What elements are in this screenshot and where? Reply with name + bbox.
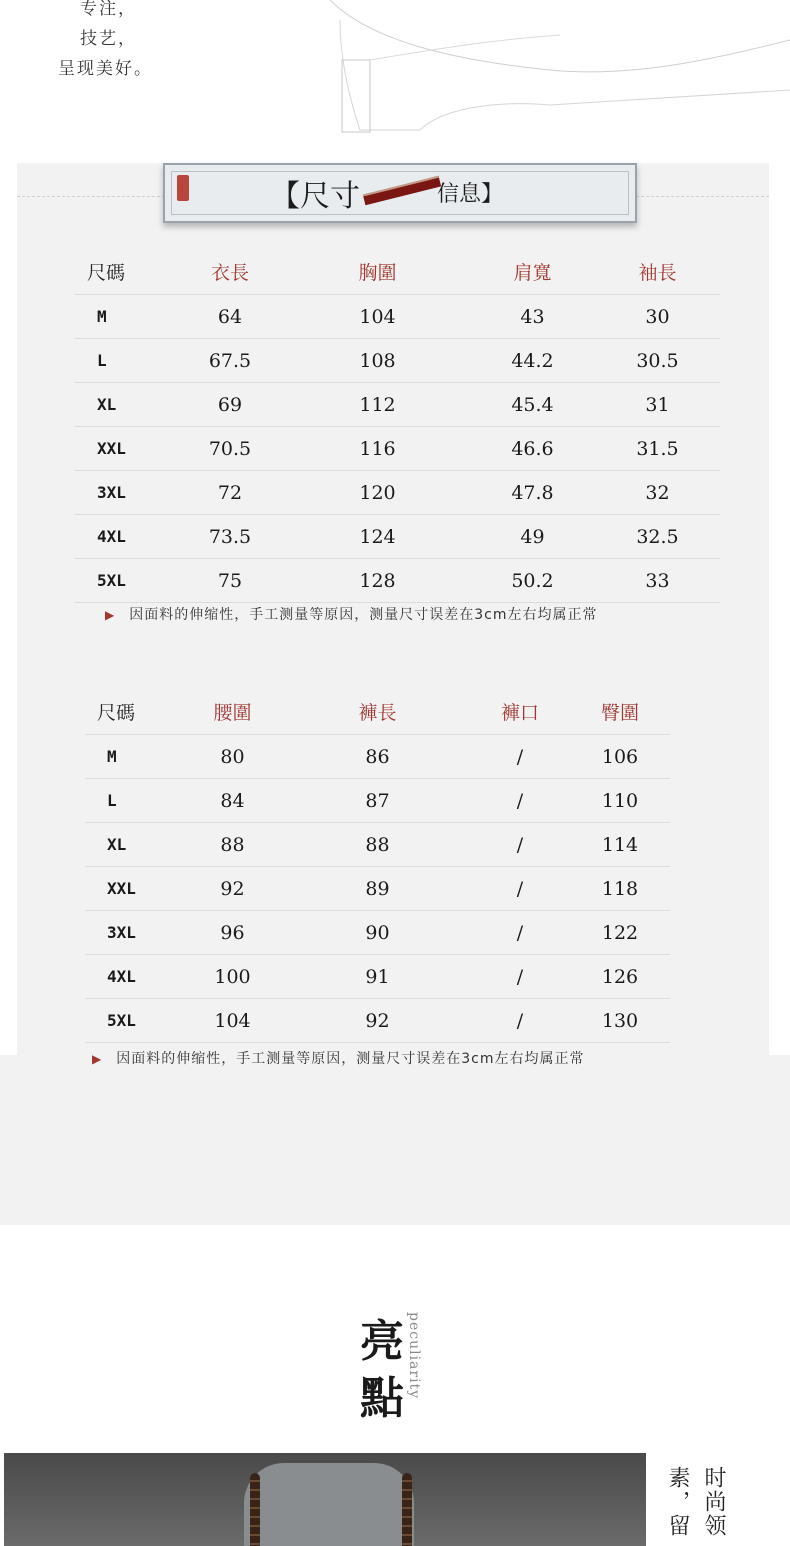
cell-size: L <box>85 779 180 823</box>
cell-size: M <box>75 295 175 339</box>
table-row <box>85 823 670 867</box>
cell-value: / <box>470 779 570 823</box>
cell-value: 47.8 <box>470 471 595 515</box>
cell-value: 116 <box>285 427 470 471</box>
table-row <box>75 339 720 383</box>
highlight-char-2: 點 <box>360 1373 404 1424</box>
cell-value: / <box>470 955 570 999</box>
cell-value: 33 <box>595 559 720 603</box>
header-sleeve: 袖長 <box>595 248 720 295</box>
cell-value: 92 <box>180 867 285 911</box>
table-row <box>75 515 720 559</box>
triangle-icon: ▶ <box>92 1052 103 1066</box>
cell-value: 46.6 <box>470 427 595 471</box>
cell-value: 44.2 <box>470 339 595 383</box>
cell-value: 72 <box>175 471 285 515</box>
cell-value: 31.5 <box>595 427 720 471</box>
table-row <box>85 999 670 1043</box>
shirt-shape <box>244 1463 414 1546</box>
table-row <box>75 383 720 427</box>
header-chest: 胸圍 <box>285 248 470 295</box>
cell-size: 4XL <box>85 955 180 999</box>
highlight-char-1: 亮 <box>360 1316 404 1367</box>
cell-value: 80 <box>180 735 285 779</box>
cell-value: 106 <box>570 735 670 779</box>
cell-size: 3XL <box>85 911 180 955</box>
cell-value: 43 <box>470 295 595 339</box>
table-row <box>85 867 670 911</box>
cell-value: 130 <box>570 999 670 1043</box>
top-size-table <box>75 248 720 603</box>
table-row <box>75 295 720 339</box>
cell-value: 128 <box>285 559 470 603</box>
intro-line-1: 专注， <box>80 0 137 19</box>
section-title-right: 信息】 <box>437 182 504 207</box>
bottom-size-table <box>85 688 670 1043</box>
cell-value: 67.5 <box>175 339 285 383</box>
table-row <box>85 735 670 779</box>
cell-value: 45.4 <box>470 383 595 427</box>
header-hip: 臀圍 <box>570 688 670 735</box>
header-length: 衣長 <box>175 248 285 295</box>
cell-value: 112 <box>285 383 470 427</box>
table-row <box>85 779 670 823</box>
cell-value: 69 <box>175 383 285 427</box>
cell-size: XL <box>75 383 175 427</box>
cell-size: XXL <box>85 867 180 911</box>
cell-size: 5XL <box>75 559 175 603</box>
cell-value: 110 <box>570 779 670 823</box>
cell-value: 87 <box>285 779 470 823</box>
cell-size: 3XL <box>75 471 175 515</box>
header-shoulder: 肩寬 <box>470 248 595 295</box>
cell-value: 64 <box>175 295 285 339</box>
intro-line-3: 呈现美好。 <box>58 59 153 79</box>
table-header-row <box>75 248 720 295</box>
cell-value: 120 <box>285 471 470 515</box>
cell-value: 70.5 <box>175 427 285 471</box>
cell-value: 118 <box>570 867 670 911</box>
cell-value: 90 <box>285 911 470 955</box>
cell-value: / <box>470 911 570 955</box>
cell-value: 96 <box>180 911 285 955</box>
intro-line-2: 技艺， <box>80 29 137 49</box>
cell-value: 86 <box>285 735 470 779</box>
cell-value: 122 <box>570 911 670 955</box>
header-hem: 褲口 <box>470 688 570 735</box>
bottom-table-note-text: 因面料的伸缩性，手工测量等原因，测量尺寸误差在3cm左右均属正常 <box>116 1051 585 1067</box>
cell-value: 91 <box>285 955 470 999</box>
cell-value: / <box>470 823 570 867</box>
seal-icon <box>177 175 189 201</box>
triangle-icon: ▶ <box>105 608 116 622</box>
side-text-2: 素，留 <box>665 1466 690 1538</box>
cell-value: 32.5 <box>595 515 720 559</box>
cell-value: 31 <box>595 383 720 427</box>
table-row <box>75 559 720 603</box>
section-title-plate <box>163 163 637 223</box>
cell-value: / <box>470 999 570 1043</box>
cell-value: 100 <box>180 955 285 999</box>
bottom-table-note <box>92 1048 584 1068</box>
cell-value: 84 <box>180 779 285 823</box>
beads-left <box>250 1473 260 1546</box>
cell-size: XXL <box>75 427 175 471</box>
cell-size: L <box>75 339 175 383</box>
table-header-row <box>85 688 670 735</box>
cell-value: 126 <box>570 955 670 999</box>
cell-value: 124 <box>285 515 470 559</box>
table-row <box>85 911 670 955</box>
product-photo <box>4 1453 646 1546</box>
header-waist: 腰圍 <box>180 688 285 735</box>
size-panel-bottom <box>0 1055 790 1225</box>
cell-value: 104 <box>285 295 470 339</box>
table-row <box>85 955 670 999</box>
cell-value: 30.5 <box>595 339 720 383</box>
cell-value: 88 <box>180 823 285 867</box>
table-row <box>75 427 720 471</box>
top-table-note-text: 因面料的伸缩性，手工测量等原因，测量尺寸误差在3cm左右均属正常 <box>129 607 598 623</box>
garment-sketch <box>330 0 790 140</box>
cell-value: 75 <box>175 559 285 603</box>
cell-value: / <box>470 735 570 779</box>
cell-value: / <box>470 867 570 911</box>
cell-size: 4XL <box>75 515 175 559</box>
cell-value: 104 <box>180 999 285 1043</box>
cell-value: 88 <box>285 823 470 867</box>
cell-size: 5XL <box>85 999 180 1043</box>
cell-value: 49 <box>470 515 595 559</box>
cell-value: 108 <box>285 339 470 383</box>
section-title-left: 【尺寸 <box>270 179 360 214</box>
header-size: 尺碼 <box>85 688 180 735</box>
top-table-note <box>105 604 597 624</box>
beads-right <box>402 1473 412 1546</box>
cell-value: 30 <box>595 295 720 339</box>
cell-value: 32 <box>595 471 720 515</box>
cell-size: M <box>85 735 180 779</box>
cell-value: 50.2 <box>470 559 595 603</box>
header-size: 尺碼 <box>75 248 175 295</box>
cell-value: 92 <box>285 999 470 1043</box>
side-text-1: 时尚领 <box>701 1466 726 1538</box>
highlight-english: peculiarity <box>406 1312 422 1400</box>
cell-value: 73.5 <box>175 515 285 559</box>
cell-value: 114 <box>570 823 670 867</box>
table-row <box>75 471 720 515</box>
cell-value: 89 <box>285 867 470 911</box>
cell-size: XL <box>85 823 180 867</box>
header-pants-length: 褲長 <box>285 688 470 735</box>
